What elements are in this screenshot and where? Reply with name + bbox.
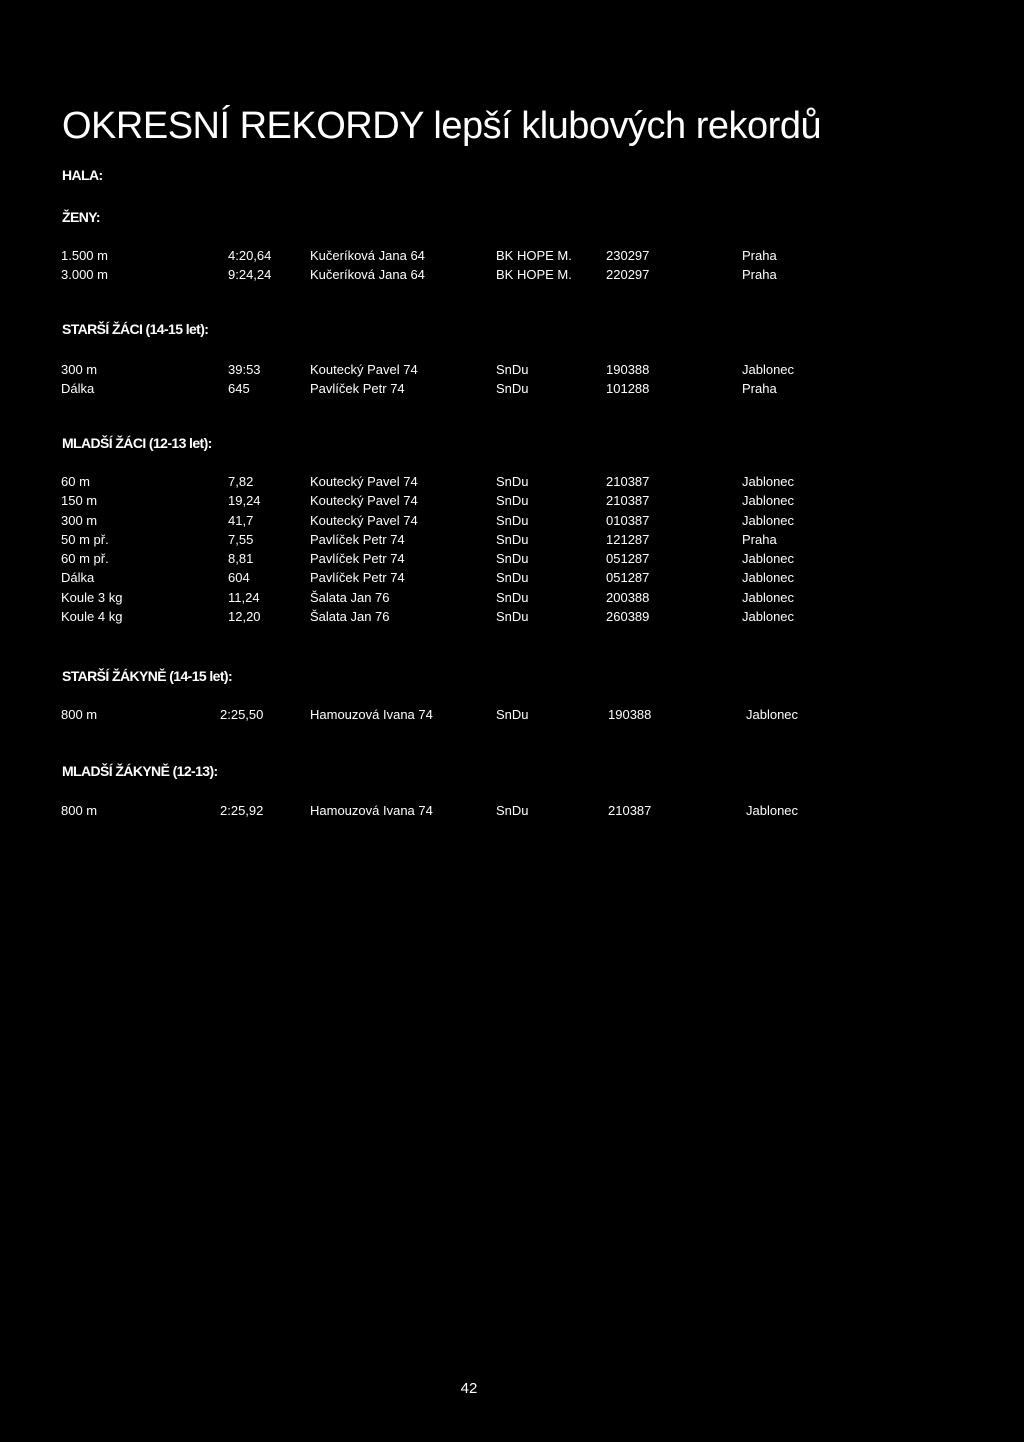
section-heading-mladsi-zaci: MLADŠÍ ŽÁCI (12-13 let): bbox=[62, 435, 212, 451]
record-athlete: Pavlíček Petr 74 bbox=[310, 551, 405, 567]
record-performance: 2:25,50 bbox=[220, 707, 264, 722]
record-date: 230297 bbox=[606, 248, 650, 263]
record-discipline: Koule 3 kg bbox=[61, 589, 123, 605]
record-athlete: Koutecký Pavel 74 bbox=[310, 493, 418, 509]
page-number: 42 bbox=[460, 1380, 478, 1397]
section-heading-starsi-zakyne: STARŠÍ ŽÁKYNĚ (14-15 let): bbox=[62, 668, 233, 684]
record-place: Praha bbox=[742, 381, 777, 397]
record-athlete: Koutecký Pavel 74 bbox=[310, 474, 418, 489]
record-club: SnDu bbox=[496, 381, 529, 397]
record-row bbox=[0, 265, 1024, 284]
record-discipline: Koule 4 kg bbox=[61, 609, 123, 625]
record-discipline: 50 m př. bbox=[61, 531, 109, 547]
record-performance: 2:25,92 bbox=[220, 803, 264, 818]
record-row bbox=[0, 588, 1024, 607]
record-place: Jablonec bbox=[742, 589, 795, 605]
section-records-mladsi-zakyne bbox=[0, 801, 1024, 820]
record-place: Jablonec bbox=[742, 512, 795, 528]
record-date: 051287 bbox=[606, 551, 650, 567]
record-date: 220297 bbox=[606, 267, 650, 283]
record-discipline: 800 m bbox=[61, 803, 98, 818]
record-discipline: 60 m př. bbox=[61, 551, 109, 567]
record-athlete: Pavlíček Petr 74 bbox=[310, 570, 405, 586]
record-performance: 19,24 bbox=[228, 493, 261, 509]
record-athlete: Hamouzová Ivana 74 bbox=[310, 803, 433, 818]
record-discipline: 150 m bbox=[61, 493, 98, 509]
record-place: Jablonec bbox=[742, 609, 795, 625]
section-heading-zeny: ŽENY: bbox=[62, 209, 100, 225]
record-athlete: Kučeríková Jana 64 bbox=[310, 267, 425, 283]
record-place: Jablonec bbox=[746, 707, 799, 722]
record-date: 210387 bbox=[608, 803, 652, 818]
record-performance: 8,81 bbox=[228, 551, 254, 567]
hall-label: HALA: bbox=[62, 167, 103, 183]
record-performance: 7,82 bbox=[228, 474, 254, 489]
record-performance: 4:20,64 bbox=[228, 248, 272, 263]
record-athlete: Pavlíček Petr 74 bbox=[310, 381, 405, 397]
record-place: Jablonec bbox=[742, 362, 795, 377]
record-place: Jablonec bbox=[742, 570, 795, 586]
record-discipline: 3.000 m bbox=[61, 267, 108, 283]
page-title: OKRESNÍ REKORDY lepší klubových rekordů bbox=[62, 105, 822, 147]
record-performance: 604 bbox=[228, 570, 250, 586]
record-club: BK HOPE M. bbox=[496, 267, 572, 283]
section-records-zeny bbox=[0, 246, 1024, 285]
section-heading-mladsi-zakyne: MLADŠÍ ŽÁKYNĚ (12-13): bbox=[62, 763, 218, 779]
record-club: SnDu bbox=[496, 551, 529, 567]
record-date: 121287 bbox=[606, 531, 650, 547]
record-place: Jablonec bbox=[746, 803, 799, 818]
record-discipline: 300 m bbox=[61, 512, 98, 528]
record-discipline: Dálka bbox=[61, 570, 95, 586]
record-row bbox=[0, 246, 1024, 265]
record-date: 101288 bbox=[606, 381, 650, 397]
record-club: BK HOPE M. bbox=[496, 248, 572, 263]
record-athlete: Šalata Jan 76 bbox=[310, 589, 390, 605]
record-row bbox=[0, 568, 1024, 587]
record-athlete: Kučeríková Jana 64 bbox=[310, 248, 425, 263]
record-row bbox=[0, 360, 1024, 379]
record-performance: 39:53 bbox=[228, 362, 261, 377]
record-club: SnDu bbox=[496, 570, 529, 586]
record-athlete: Pavlíček Petr 74 bbox=[310, 531, 405, 547]
section-records-mladsi-zaci bbox=[0, 472, 1024, 626]
record-discipline: 1.500 m bbox=[61, 248, 108, 263]
record-discipline: Dálka bbox=[61, 381, 95, 397]
record-place: Jablonec bbox=[742, 474, 795, 489]
record-place: Praha bbox=[742, 248, 777, 263]
record-row bbox=[0, 801, 1024, 820]
record-row bbox=[0, 549, 1024, 568]
record-club: SnDu bbox=[496, 474, 529, 489]
record-place: Praha bbox=[742, 531, 777, 547]
section-records-starsi-zaci bbox=[0, 360, 1024, 399]
record-athlete: Šalata Jan 76 bbox=[310, 609, 390, 625]
record-date: 010387 bbox=[606, 512, 650, 528]
section-records-starsi-zakyne bbox=[0, 705, 1024, 724]
record-date: 190388 bbox=[608, 707, 652, 722]
record-row bbox=[0, 491, 1024, 510]
record-discipline: 60 m bbox=[61, 474, 90, 489]
record-date: 210387 bbox=[606, 474, 650, 489]
section-heading-starsi-zaci: STARŠÍ ŽÁCI (14-15 let): bbox=[62, 321, 209, 337]
record-row bbox=[0, 607, 1024, 626]
record-date: 260389 bbox=[606, 609, 650, 625]
record-club: SnDu bbox=[496, 493, 529, 509]
record-athlete: Koutecký Pavel 74 bbox=[310, 512, 418, 528]
record-row bbox=[0, 705, 1024, 724]
record-club: SnDu bbox=[496, 531, 529, 547]
record-discipline: 300 m bbox=[61, 362, 98, 377]
record-date: 190388 bbox=[606, 362, 650, 377]
record-row bbox=[0, 379, 1024, 398]
record-club: SnDu bbox=[496, 707, 529, 722]
record-club: SnDu bbox=[496, 589, 529, 605]
record-performance: 12,20 bbox=[228, 609, 261, 625]
record-athlete: Koutecký Pavel 74 bbox=[310, 362, 418, 377]
record-place: Jablonec bbox=[742, 493, 795, 509]
record-performance: 7,55 bbox=[228, 531, 254, 547]
record-discipline: 800 m bbox=[61, 707, 98, 722]
record-row bbox=[0, 511, 1024, 530]
record-club: SnDu bbox=[496, 362, 529, 377]
record-club: SnDu bbox=[496, 512, 529, 528]
record-club: SnDu bbox=[496, 609, 529, 625]
record-athlete: Hamouzová Ivana 74 bbox=[310, 707, 433, 722]
record-place: Praha bbox=[742, 267, 777, 283]
record-row bbox=[0, 530, 1024, 549]
record-performance: 645 bbox=[228, 381, 250, 397]
record-date: 210387 bbox=[606, 493, 650, 509]
record-date: 051287 bbox=[606, 570, 650, 586]
record-performance: 11,24 bbox=[228, 589, 260, 605]
record-place: Jablonec bbox=[742, 551, 795, 567]
record-performance: 41,7 bbox=[228, 512, 254, 528]
record-performance: 9:24,24 bbox=[228, 267, 272, 283]
record-date: 200388 bbox=[606, 589, 650, 605]
record-row bbox=[0, 472, 1024, 491]
record-club: SnDu bbox=[496, 803, 529, 818]
